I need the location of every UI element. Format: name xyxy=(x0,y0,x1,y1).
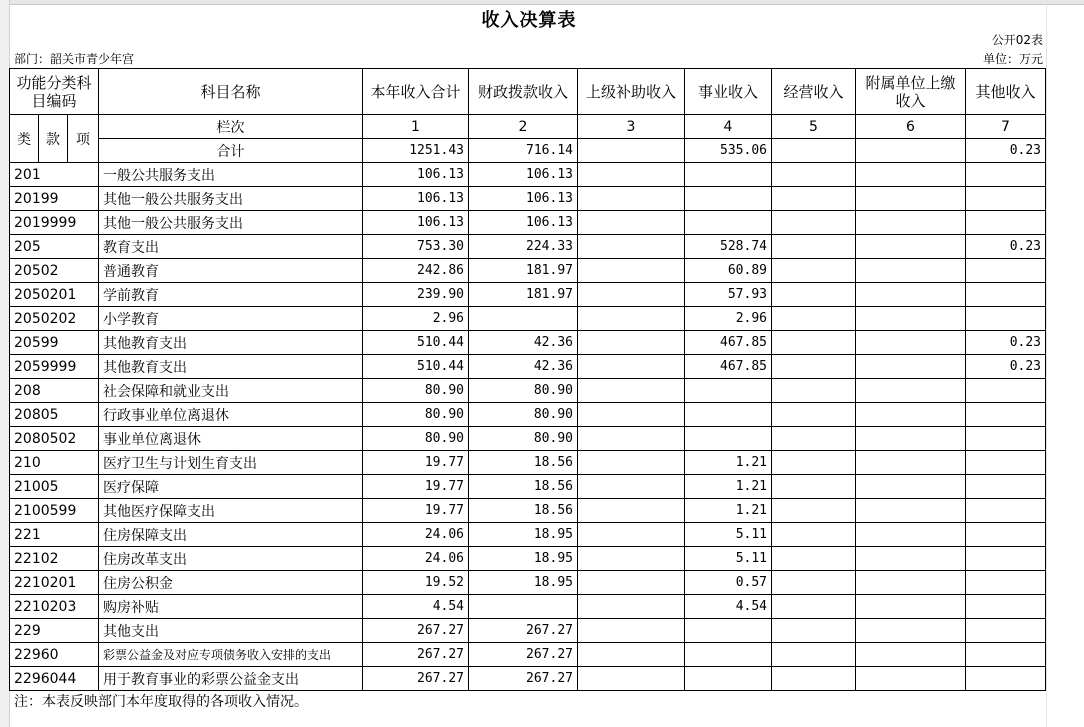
col-num-2[interactable]: 2 xyxy=(469,115,578,139)
amount-cell[interactable] xyxy=(578,499,685,523)
amount-cell[interactable] xyxy=(856,499,966,523)
amount-cell[interactable] xyxy=(966,643,1046,667)
amount-cell[interactable]: 106.13 xyxy=(363,211,469,235)
amount-cell[interactable] xyxy=(772,235,856,259)
header-xiang[interactable]: 项 xyxy=(68,115,99,163)
amount-cell[interactable] xyxy=(966,547,1046,571)
amount-cell[interactable] xyxy=(856,427,966,451)
amount-cell[interactable]: 19.77 xyxy=(363,451,469,475)
table-row xyxy=(10,619,1046,643)
amount-cell[interactable] xyxy=(685,403,772,427)
total-row xyxy=(10,139,1046,163)
func-code-cell[interactable]: 2100599 xyxy=(10,499,99,523)
amount-cell[interactable]: 239.90 xyxy=(363,283,469,307)
amount-cell[interactable] xyxy=(685,619,772,643)
amount-cell[interactable] xyxy=(966,379,1046,403)
amount-cell[interactable] xyxy=(966,667,1046,691)
amount-cell[interactable]: 18.95 xyxy=(469,547,578,571)
amount-cell[interactable] xyxy=(772,547,856,571)
amount-cell[interactable]: 0.23 xyxy=(966,355,1046,379)
func-code-cell[interactable]: 2210201 xyxy=(10,571,99,595)
amount-cell[interactable]: 18.56 xyxy=(469,475,578,499)
total-cell[interactable]: 1251.43 xyxy=(363,139,469,163)
amount-cell[interactable]: 106.13 xyxy=(469,187,578,211)
col-num-3[interactable]: 3 xyxy=(578,115,685,139)
func-code-cell[interactable]: 20805 xyxy=(10,403,99,427)
amount-cell[interactable] xyxy=(966,307,1046,331)
amount-cell[interactable] xyxy=(772,643,856,667)
header-business[interactable]: 事业收入 xyxy=(685,69,772,115)
func-code-cell[interactable]: 20599 xyxy=(10,331,99,355)
amount-cell[interactable]: 106.13 xyxy=(469,211,578,235)
amount-cell[interactable]: 106.13 xyxy=(363,163,469,187)
amount-cell[interactable] xyxy=(578,307,685,331)
amount-cell[interactable]: 19.52 xyxy=(363,571,469,595)
amount-cell[interactable] xyxy=(856,619,966,643)
amount-cell[interactable]: 60.89 xyxy=(685,259,772,283)
table-row xyxy=(10,331,1046,355)
amount-cell[interactable]: 2.96 xyxy=(363,307,469,331)
amount-cell[interactable]: 267.27 xyxy=(363,667,469,691)
col-num-1[interactable]: 1 xyxy=(363,115,469,139)
func-code-cell[interactable]: 22102 xyxy=(10,547,99,571)
amount-cell[interactable] xyxy=(578,571,685,595)
func-code-cell[interactable]: 2019999 xyxy=(10,211,99,235)
total-cell[interactable]: 716.14 xyxy=(469,139,578,163)
amount-cell[interactable] xyxy=(772,283,856,307)
func-code-cell[interactable]: 2050202 xyxy=(10,307,99,331)
func-code-cell[interactable]: 208 xyxy=(10,379,99,403)
amount-cell[interactable] xyxy=(772,619,856,643)
table-row xyxy=(10,163,1046,187)
func-code-cell[interactable]: 20502 xyxy=(10,259,99,283)
amount-cell[interactable] xyxy=(966,499,1046,523)
amount-cell[interactable]: 1.21 xyxy=(685,499,772,523)
amount-cell[interactable] xyxy=(966,523,1046,547)
amount-cell[interactable]: 19.77 xyxy=(363,475,469,499)
amount-cell[interactable] xyxy=(772,475,856,499)
amount-cell[interactable]: 80.90 xyxy=(469,403,578,427)
header-name[interactable]: 科目名称 xyxy=(99,69,363,115)
amount-cell[interactable] xyxy=(856,331,966,355)
item-name-cell[interactable]: 行政事业单位离退休 xyxy=(99,403,363,427)
table-row xyxy=(10,187,1046,211)
amount-cell[interactable] xyxy=(856,211,966,235)
amount-cell[interactable]: 0.23 xyxy=(966,331,1046,355)
table-row xyxy=(10,259,1046,283)
amount-cell[interactable] xyxy=(772,571,856,595)
amount-cell[interactable] xyxy=(772,355,856,379)
amount-cell[interactable] xyxy=(772,523,856,547)
amount-cell[interactable] xyxy=(856,667,966,691)
amount-cell[interactable] xyxy=(966,259,1046,283)
amount-cell[interactable]: 510.44 xyxy=(363,331,469,355)
total-cell[interactable] xyxy=(856,139,966,163)
amount-cell[interactable] xyxy=(856,283,966,307)
header-superior[interactable]: 上级补助收入 xyxy=(578,69,685,115)
amount-cell[interactable]: 1.21 xyxy=(685,451,772,475)
amount-cell[interactable] xyxy=(966,283,1046,307)
item-name-cell[interactable]: 其他教育支出 xyxy=(99,355,363,379)
amount-cell[interactable] xyxy=(856,259,966,283)
total-cell[interactable]: 0.23 xyxy=(966,139,1046,163)
item-name-cell[interactable]: 一般公共服务支出 xyxy=(99,163,363,187)
amount-cell[interactable] xyxy=(856,379,966,403)
amount-cell[interactable] xyxy=(966,571,1046,595)
amount-cell[interactable]: 181.97 xyxy=(469,259,578,283)
amount-cell[interactable]: 5.11 xyxy=(685,547,772,571)
amount-cell[interactable] xyxy=(856,403,966,427)
table-row xyxy=(10,403,1046,427)
amount-cell[interactable] xyxy=(578,259,685,283)
item-name-cell[interactable]: 其他一般公共服务支出 xyxy=(99,187,363,211)
amount-cell[interactable] xyxy=(685,211,772,235)
table-row xyxy=(10,667,1046,691)
total-cell[interactable] xyxy=(578,139,685,163)
amount-cell[interactable]: 42.36 xyxy=(469,331,578,355)
item-name-cell[interactable]: 其他医疗保障支出 xyxy=(99,499,363,523)
table-row xyxy=(10,475,1046,499)
amount-cell[interactable]: 80.90 xyxy=(363,379,469,403)
col-num-7[interactable]: 7 xyxy=(966,115,1046,139)
item-name-cell[interactable]: 其他支出 xyxy=(99,619,363,643)
amount-cell[interactable]: 242.86 xyxy=(363,259,469,283)
amount-cell[interactable]: 267.27 xyxy=(469,619,578,643)
amount-cell[interactable] xyxy=(578,163,685,187)
item-name-cell[interactable]: 学前教育 xyxy=(99,283,363,307)
amount-cell[interactable]: 57.93 xyxy=(685,283,772,307)
amount-cell[interactable] xyxy=(966,475,1046,499)
item-name-cell[interactable]: 住房保障支出 xyxy=(99,523,363,547)
amount-cell[interactable] xyxy=(578,403,685,427)
amount-cell[interactable] xyxy=(772,499,856,523)
amount-cell[interactable] xyxy=(578,211,685,235)
func-code-cell[interactable]: 210 xyxy=(10,451,99,475)
gridline xyxy=(1046,0,1047,727)
amount-cell[interactable]: 467.85 xyxy=(685,355,772,379)
amount-cell[interactable]: 24.06 xyxy=(363,523,469,547)
department-label: 部门：韶关市青少年宫 xyxy=(14,52,135,66)
amount-cell[interactable]: 4.54 xyxy=(685,595,772,619)
header-row xyxy=(10,69,1046,115)
item-name-cell[interactable]: 用于教育事业的彩票公益金支出 xyxy=(99,667,363,691)
col-num-6[interactable]: 6 xyxy=(856,115,966,139)
item-name-cell[interactable]: 教育支出 xyxy=(99,235,363,259)
amount-cell[interactable]: 0.23 xyxy=(966,235,1046,259)
func-code-cell[interactable]: 20199 xyxy=(10,187,99,211)
item-name-cell[interactable]: 住房公积金 xyxy=(99,571,363,595)
amount-cell[interactable] xyxy=(772,187,856,211)
amount-cell[interactable]: 80.90 xyxy=(363,403,469,427)
amount-cell[interactable] xyxy=(578,331,685,355)
item-name-cell[interactable]: 彩票公益金及对应专项债务收入安排的支出 xyxy=(99,643,363,667)
amount-cell[interactable] xyxy=(966,427,1046,451)
func-code-cell[interactable]: 2296044 xyxy=(10,667,99,691)
amount-cell[interactable] xyxy=(856,235,966,259)
amount-cell[interactable] xyxy=(578,523,685,547)
amount-cell[interactable]: 267.27 xyxy=(363,619,469,643)
amount-cell[interactable] xyxy=(578,643,685,667)
amount-cell[interactable] xyxy=(685,427,772,451)
amount-cell[interactable] xyxy=(856,547,966,571)
item-name-cell[interactable]: 事业单位离退休 xyxy=(99,427,363,451)
func-code-cell[interactable]: 22960 xyxy=(10,643,99,667)
amount-cell[interactable]: 181.97 xyxy=(469,283,578,307)
item-name-cell[interactable]: 小学教育 xyxy=(99,307,363,331)
item-name-cell[interactable]: 其他教育支出 xyxy=(99,331,363,355)
amount-cell[interactable]: 5.11 xyxy=(685,523,772,547)
amount-cell[interactable]: 224.33 xyxy=(469,235,578,259)
amount-cell[interactable]: 267.27 xyxy=(469,667,578,691)
func-code-cell[interactable]: 221 xyxy=(10,523,99,547)
footnote: 注：本表反映部门本年度取得的各项收入情况。 xyxy=(14,694,308,710)
amount-cell[interactable] xyxy=(772,667,856,691)
header-lei[interactable]: 类 xyxy=(10,115,39,163)
form-code: 公开02表 xyxy=(991,33,1043,47)
amount-cell[interactable] xyxy=(578,595,685,619)
amount-cell[interactable] xyxy=(966,619,1046,643)
amount-cell[interactable] xyxy=(685,163,772,187)
func-code-cell[interactable]: 2080502 xyxy=(10,427,99,451)
total-label[interactable]: 合计 xyxy=(99,139,363,163)
table-row xyxy=(10,571,1046,595)
item-name-cell[interactable]: 社会保障和就业支出 xyxy=(99,379,363,403)
amount-cell[interactable] xyxy=(856,187,966,211)
amount-cell[interactable] xyxy=(966,163,1046,187)
amount-cell[interactable] xyxy=(772,211,856,235)
amount-cell[interactable] xyxy=(856,571,966,595)
amount-cell[interactable]: 24.06 xyxy=(363,547,469,571)
amount-cell[interactable] xyxy=(578,427,685,451)
amount-cell[interactable]: 510.44 xyxy=(363,355,469,379)
total-cell[interactable]: 535.06 xyxy=(685,139,772,163)
amount-cell[interactable]: 267.27 xyxy=(363,643,469,667)
amount-cell[interactable]: 267.27 xyxy=(469,643,578,667)
amount-cell[interactable]: 2.96 xyxy=(685,307,772,331)
item-name-cell[interactable]: 购房补贴 xyxy=(99,595,363,619)
table-row xyxy=(10,499,1046,523)
amount-cell[interactable]: 18.95 xyxy=(469,571,578,595)
header-operating[interactable]: 经营收入 xyxy=(772,69,856,115)
func-code-cell[interactable]: 2059999 xyxy=(10,355,99,379)
amount-cell[interactable] xyxy=(578,187,685,211)
header-other[interactable]: 其他收入 xyxy=(966,69,1046,115)
amount-cell[interactable]: 4.54 xyxy=(363,595,469,619)
table-row xyxy=(10,547,1046,571)
amount-cell[interactable] xyxy=(578,475,685,499)
amount-cell[interactable] xyxy=(772,379,856,403)
amount-cell[interactable]: 18.95 xyxy=(469,523,578,547)
item-name-cell[interactable]: 医疗保障 xyxy=(99,475,363,499)
amount-cell[interactable] xyxy=(772,427,856,451)
amount-cell[interactable]: 106.13 xyxy=(363,187,469,211)
amount-cell[interactable] xyxy=(578,355,685,379)
table-row xyxy=(10,379,1046,403)
header-lanci[interactable]: 栏次 xyxy=(99,115,363,139)
table-row xyxy=(10,235,1046,259)
header-func-code[interactable]: 功能分类科目编码 xyxy=(10,69,99,115)
amount-cell[interactable]: 80.90 xyxy=(469,379,578,403)
item-name-cell[interactable]: 普通教育 xyxy=(99,259,363,283)
amount-cell[interactable] xyxy=(578,451,685,475)
amount-cell[interactable] xyxy=(578,619,685,643)
amount-cell[interactable] xyxy=(856,523,966,547)
func-code-cell[interactable]: 2050201 xyxy=(10,283,99,307)
table-row xyxy=(10,211,1046,235)
table-row xyxy=(10,355,1046,379)
header-fiscal[interactable]: 财政拨款收入 xyxy=(469,69,578,115)
amount-cell[interactable] xyxy=(856,163,966,187)
amount-cell[interactable] xyxy=(685,643,772,667)
amount-cell[interactable] xyxy=(966,451,1046,475)
table-row xyxy=(10,427,1046,451)
amount-cell[interactable]: 42.36 xyxy=(469,355,578,379)
item-name-cell[interactable]: 住房改革支出 xyxy=(99,547,363,571)
amount-cell[interactable] xyxy=(966,187,1046,211)
total-cell[interactable] xyxy=(772,139,856,163)
table-row xyxy=(10,523,1046,547)
amount-cell[interactable]: 19.77 xyxy=(363,499,469,523)
amount-cell[interactable] xyxy=(856,355,966,379)
header-total[interactable]: 本年收入合计 xyxy=(363,69,469,115)
amount-cell[interactable] xyxy=(966,403,1046,427)
amount-cell[interactable] xyxy=(856,643,966,667)
amount-cell[interactable] xyxy=(856,475,966,499)
unit-label: 单位：万元 xyxy=(982,52,1043,66)
func-code-cell[interactable]: 201 xyxy=(10,163,99,187)
item-name-cell[interactable]: 其他一般公共服务支出 xyxy=(99,211,363,235)
amount-cell[interactable] xyxy=(772,307,856,331)
col-num-5[interactable]: 5 xyxy=(772,115,856,139)
income-table xyxy=(9,68,1046,691)
amount-cell[interactable] xyxy=(966,595,1046,619)
func-code-cell[interactable]: 2210203 xyxy=(10,595,99,619)
amount-cell[interactable] xyxy=(856,451,966,475)
col-num-4[interactable]: 4 xyxy=(685,115,772,139)
page-title: 收入决算表 xyxy=(481,10,577,31)
amount-cell[interactable]: 80.90 xyxy=(469,427,578,451)
column-number-row xyxy=(10,115,1046,139)
table-row xyxy=(10,283,1046,307)
header-kuan[interactable]: 款 xyxy=(39,115,68,163)
amount-cell[interactable] xyxy=(856,595,966,619)
header-affiliated[interactable]: 附属单位上缴收入 xyxy=(856,69,966,115)
amount-cell[interactable] xyxy=(685,379,772,403)
amount-cell[interactable]: 80.90 xyxy=(363,427,469,451)
amount-cell[interactable]: 0.57 xyxy=(685,571,772,595)
amount-cell[interactable] xyxy=(578,667,685,691)
amount-cell[interactable]: 528.74 xyxy=(685,235,772,259)
func-code-cell[interactable]: 205 xyxy=(10,235,99,259)
amount-cell[interactable] xyxy=(966,211,1046,235)
amount-cell[interactable] xyxy=(772,331,856,355)
amount-cell[interactable] xyxy=(772,163,856,187)
item-name-cell[interactable]: 医疗卫生与计划生育支出 xyxy=(99,451,363,475)
table-row xyxy=(10,595,1046,619)
amount-cell[interactable]: 467.85 xyxy=(685,331,772,355)
amount-cell[interactable] xyxy=(578,379,685,403)
amount-cell[interactable] xyxy=(469,595,578,619)
table-row xyxy=(10,307,1046,331)
amount-cell[interactable]: 18.56 xyxy=(469,499,578,523)
amount-cell[interactable] xyxy=(578,547,685,571)
amount-cell[interactable] xyxy=(685,187,772,211)
func-code-cell[interactable]: 21005 xyxy=(10,475,99,499)
amount-cell[interactable] xyxy=(578,283,685,307)
func-code-cell[interactable]: 229 xyxy=(10,619,99,643)
column-header-strip xyxy=(0,0,1084,5)
amount-cell[interactable] xyxy=(772,403,856,427)
amount-cell[interactable] xyxy=(578,235,685,259)
amount-cell[interactable]: 106.13 xyxy=(469,163,578,187)
amount-cell[interactable] xyxy=(772,451,856,475)
amount-cell[interactable]: 753.30 xyxy=(363,235,469,259)
amount-cell[interactable] xyxy=(469,307,578,331)
amount-cell[interactable]: 18.56 xyxy=(469,451,578,475)
amount-cell[interactable]: 1.21 xyxy=(685,475,772,499)
amount-cell[interactable] xyxy=(856,307,966,331)
table-row xyxy=(10,643,1046,667)
amount-cell[interactable] xyxy=(772,595,856,619)
table-row xyxy=(10,451,1046,475)
amount-cell[interactable] xyxy=(772,259,856,283)
amount-cell[interactable] xyxy=(685,667,772,691)
